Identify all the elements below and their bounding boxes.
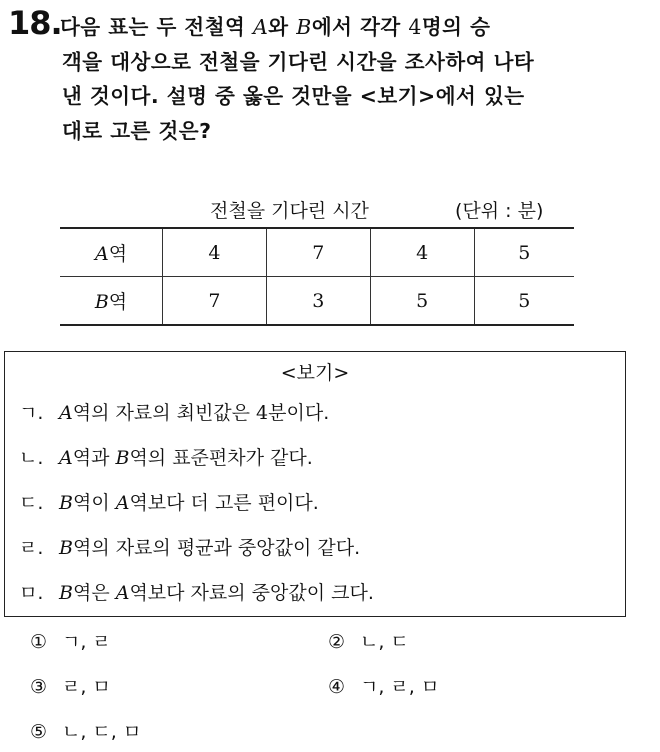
- bogi-item-text: 역의 자료의 최빈값은: [72, 402, 257, 424]
- answer-choice-5[interactable]: [30, 717, 141, 744]
- bogi-item-mark: ㄱ.: [19, 402, 44, 424]
- choice-number: ⑤: [30, 721, 48, 743]
- answer-choice-3[interactable]: [30, 672, 111, 699]
- table-row: [60, 228, 574, 277]
- bogi-item: [19, 533, 360, 560]
- bogi-item-text: 역은: [72, 582, 116, 604]
- row-header-word: 역: [108, 243, 128, 265]
- bogi-item: [19, 398, 329, 425]
- bogi-box: [4, 351, 626, 617]
- row-header: [60, 228, 163, 277]
- question-line-2: 객을 대상으로 전철을 기다린 시간을 조사하여 나타: [62, 49, 535, 74]
- question-text-segment: 명의 승: [421, 15, 491, 39]
- choice-text: ㄴ, ㄷ, ㅁ: [62, 721, 142, 743]
- variable: B: [115, 447, 130, 469]
- number-four: 4: [408, 15, 422, 39]
- table-cell: 7: [163, 277, 267, 326]
- variable: B: [59, 492, 73, 514]
- waiting-time-table: [60, 227, 574, 326]
- choice-text: ㄴ, ㄷ: [360, 631, 409, 653]
- variable-a: A: [252, 15, 269, 39]
- choice-number: ③: [30, 676, 48, 698]
- row-header-word: 역: [108, 291, 128, 313]
- question-text-segment: 와: [268, 15, 297, 39]
- table-cell: 3: [266, 277, 370, 326]
- bogi-item-mark: ㅁ.: [19, 582, 44, 604]
- bogi-item-text: 역의 자료의 평균과 중앙값이 같다.: [72, 537, 361, 559]
- table-cell: 5: [370, 277, 474, 326]
- variable: B: [59, 582, 73, 604]
- choice-number: ①: [30, 631, 48, 653]
- choice-number: ②: [328, 631, 346, 653]
- variable: A: [115, 492, 130, 514]
- choice-text: ㄱ, ㄹ: [62, 631, 111, 653]
- bogi-item-mark: ㄷ.: [19, 492, 44, 514]
- question-line-1: [60, 10, 640, 45]
- table-caption: 전철을 기다린 시간: [210, 200, 369, 222]
- number: 4: [256, 402, 269, 424]
- bogi-item-mark: ㄴ.: [19, 447, 44, 469]
- table-cell: 4: [163, 228, 267, 277]
- bogi-item-text: 역보다 자료의 중앙값이 크다.: [129, 582, 374, 604]
- bogi-item: [19, 578, 374, 605]
- answer-choice-2[interactable]: [328, 627, 409, 654]
- choice-text: ㄹ, ㅁ: [62, 676, 111, 698]
- bogi-item-text: 역의 표준편차가 같다.: [129, 447, 313, 469]
- variable-b: B: [296, 15, 312, 39]
- choice-text: ㄱ, ㄹ, ㅁ: [360, 676, 440, 698]
- bogi-item-text: 역보다 더 고른 편이다.: [129, 492, 319, 514]
- question-text-segment: 다음 표는 두 전철역: [60, 15, 253, 39]
- table-row: [60, 277, 574, 326]
- bogi-item-text: 역과: [72, 447, 116, 469]
- variable: A: [59, 447, 73, 469]
- bogi-item: [19, 488, 319, 515]
- bogi-item-text: 분이다.: [268, 402, 330, 424]
- question-text: [60, 10, 640, 148]
- answer-choice-1[interactable]: [30, 627, 111, 654]
- answer-choice-4[interactable]: [328, 672, 439, 699]
- row-header-letter: A: [94, 243, 109, 265]
- table-cell: 7: [266, 228, 370, 277]
- question-text-segment: 에서 각각: [311, 15, 409, 39]
- table-cell: 5: [474, 277, 574, 326]
- variable: B: [59, 537, 73, 559]
- bogi-title: <보기>: [280, 362, 350, 384]
- table-cell: 5: [474, 228, 574, 277]
- row-header-letter: B: [94, 291, 109, 313]
- variable: A: [115, 582, 130, 604]
- table-unit: (단위 : 분): [455, 200, 544, 222]
- question-line-4: 대로 고른 것은?: [62, 118, 212, 143]
- bogi-item-text: 역이: [72, 492, 116, 514]
- choice-number: ④: [328, 676, 346, 698]
- table-cell: 4: [370, 228, 474, 277]
- variable: A: [59, 402, 73, 424]
- bogi-item: [19, 443, 313, 470]
- row-header: [60, 277, 163, 326]
- bogi-item-mark: ㄹ.: [19, 537, 44, 559]
- question-line-3: 낸 것이다. 설명 중 옳은 것만을 <보기>에서 있는: [62, 84, 525, 108]
- question-number: 18.: [8, 4, 62, 42]
